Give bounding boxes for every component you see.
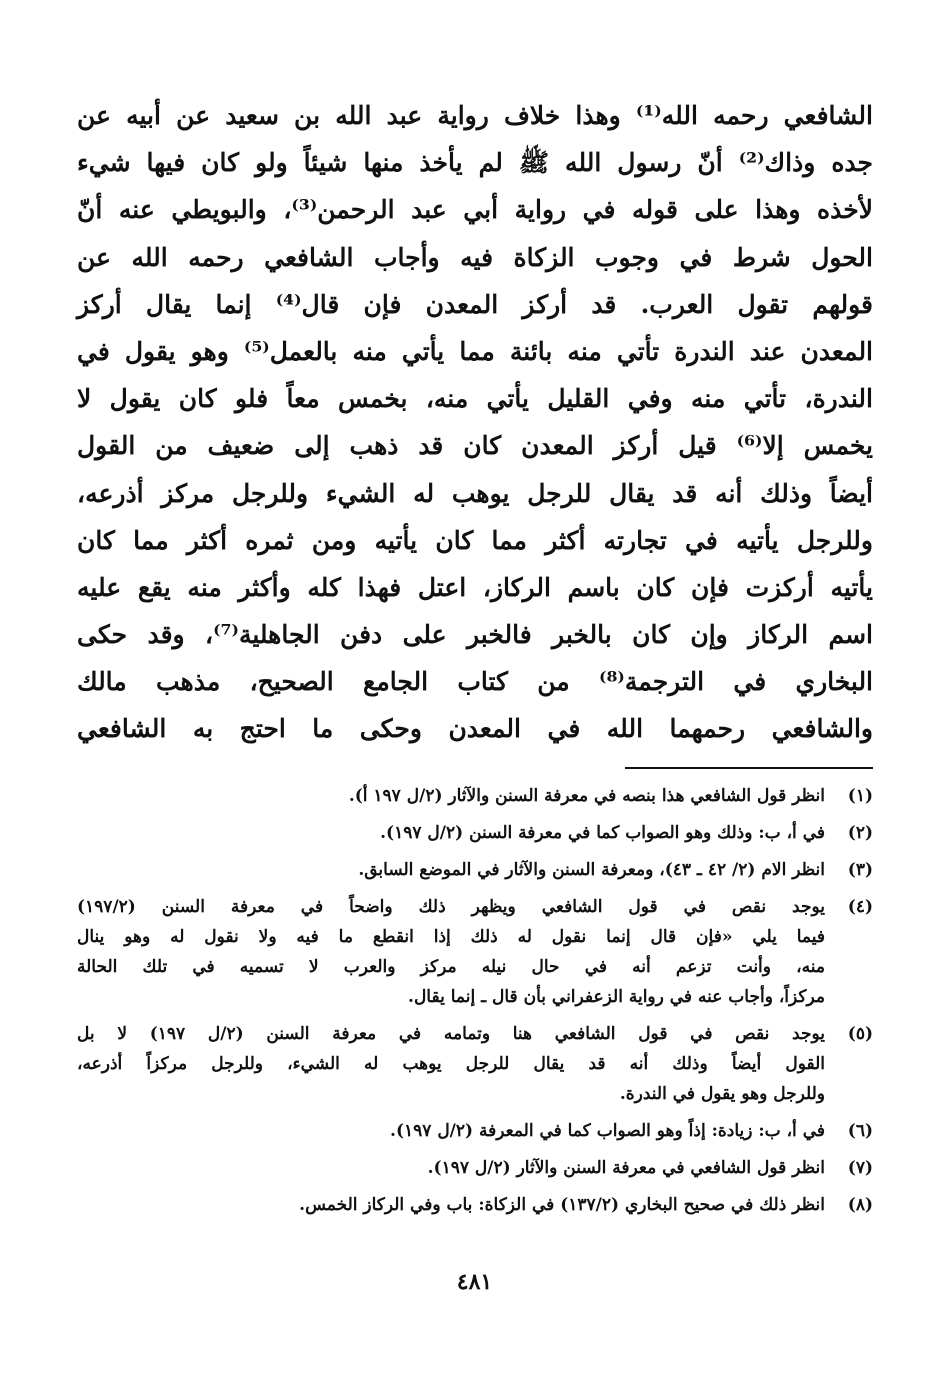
footnote-line: انظر قول الشافعي هذا بنصه في معرفة السنن والآثار (٢/ل ١٩٧ أ).: [348, 786, 825, 806]
footnote-line: القول أيضاً وذلك أنه قد يقال للرجل يوهب له الشيء، وللرجل مركزاً أذرعه،: [77, 1054, 825, 1074]
footnote-number: (٨): [847, 1195, 873, 1215]
footnote-number: (٢): [847, 823, 873, 843]
footnote-text: [77, 818, 825, 848]
footnote-8: [77, 1190, 873, 1220]
footnote-line: يوجد نقص في قول الشافعي ويظهر ذلك واضحاً في معرفة السنن (١٩٧/٢): [77, 897, 825, 917]
footnote-separator: [625, 767, 873, 769]
footnote-line: منه، وأنت تزعم أنه في حال نيله مركز والعرب لا تسميه في تلك الحالة: [77, 957, 825, 977]
footnote-text: [77, 1116, 825, 1146]
main-text-line: الشافعي رحمه الله⁽¹⁾ وهذا خلاف رواية عبد الله بن سعيد عن أبيه عن: [77, 101, 873, 130]
main-text-line: اسم الركاز وإن كان بالخبر فالخبر على دفن الجاهلية⁽⁷⁾، وقد حكى: [77, 620, 873, 650]
footnote-line: وللرجل وهو يقول في الندرة.: [619, 1084, 825, 1104]
footnote-number: (٥): [847, 1024, 873, 1044]
main-text-line: يخمس إلا⁽⁶⁾ قيل أركز المعدن كان قد ذهب إلى ضعيف من القول: [77, 431, 873, 461]
footnote-text: [77, 1019, 825, 1109]
main-text-line: المعدن عند الندرة تأتي منه بائنة مما يأتي منه بالعمل⁽⁵⁾ وهو يقول في: [77, 336, 874, 366]
main-text-block: [77, 92, 873, 753]
footnote-text: [77, 1190, 825, 1220]
footnote-text: [77, 855, 825, 885]
main-text-line: لأخذه وهذا على قوله في رواية أبي عبد الرحمن⁽³⁾، والبويطي عنه أنّ: [77, 195, 873, 225]
footnote-line: انظر الام (٢/ ٤٢ ـ ٤٣)، ومعرفة السنن والآثار في الموضع السابق.: [358, 860, 825, 880]
main-text-line: والشافعي رحمهما الله في المعدن وحكى ما احتج به الشافعي: [77, 714, 873, 744]
footnote-number: (٣): [847, 860, 873, 880]
footnote-line: مركزاً، وأجاب عنه في رواية الزعفراني بأن قال ـ إنما يقال.: [408, 987, 825, 1007]
footnote-line: فيما يلي «فإن قال إنما نقول له ذلك إذا انقطع ما فيه ولا نقول له وهو ينال: [77, 927, 825, 947]
footnote-line: في أ، ب: وذلك وهو الصواب كما في معرفة السنن (٢/ل ١٩٧).: [380, 823, 825, 843]
main-text-line: البخاري في الترجمة⁽⁸⁾ من كتاب الجامع الصحيح، مذهب مالك: [77, 667, 874, 697]
footnote-number: (٧): [847, 1158, 873, 1178]
footnote-6: [77, 1116, 873, 1146]
footnote-text: [77, 892, 825, 1012]
footnote-line: يوجد نقص في قول الشافعي هنا وتمامه في معرفة السنن (٢/ل ١٩٧) لا بل: [77, 1024, 825, 1044]
footnote-1: [77, 781, 873, 811]
page-number: ٤٨١: [456, 1269, 493, 1295]
main-text-line: الندرة، تأتي منه وفي القليل يأتي منه، بخمس معاً فلو كان يقول لا: [77, 384, 873, 414]
footnote-number: (٤): [847, 897, 873, 917]
footnote-line: في أ، ب: زيادة: إذاً وهو الصواب كما في المعرفة (٢/ل ١٩٧).: [390, 1121, 825, 1141]
footnote-7: [77, 1153, 873, 1183]
main-text-line: الحول شرط في وجوب الزكاة فيه وأجاب الشافعي رحمه الله عن: [77, 242, 873, 272]
footnote-number: (٦): [847, 1121, 873, 1141]
footnote-5: [77, 1019, 873, 1109]
main-text-line: وللرجل يأتيه في تجارته أكثر مما كان يأتيه ومن ثمره أكثر مما كان: [77, 525, 873, 555]
footnote-2: [77, 818, 873, 848]
footnote-3: [77, 855, 873, 885]
footnote-number: (١): [847, 786, 873, 806]
main-text-line: قولهم تقول العرب. قد أركز المعدن فإن قال⁽⁴⁾ إنما يقال أركز: [77, 289, 873, 319]
main-text-line: يأتيه أركزت فإن كان باسم الركاز، اعتل فهذا كله وأكثر منه يقع عليه: [77, 572, 873, 602]
footnote-4: [77, 892, 873, 1012]
footnote-line: انظر ذلك في صحيح البخاري (١٣٧/٢) في الزكاة: باب وفي الركاز الخمس.: [299, 1195, 825, 1215]
main-text-line: جده وذاك⁽²⁾ أنّ رسول الله ﷺ لم يأخذ منها شيئاً ولو كان فيها شيء: [77, 148, 873, 178]
footnote-text: [77, 781, 825, 811]
main-text-line: أيضاً وذلك أنه قد يقال للرجل يوهب له الشيء وللرجل مركز أذرعه،: [77, 478, 873, 508]
footnotes-block: [77, 781, 873, 1227]
footnote-line: انظر قول الشافعي في معرفة السنن والآثار (٢/ل ١٩٧).: [427, 1158, 825, 1178]
footnote-text: [77, 1153, 825, 1183]
